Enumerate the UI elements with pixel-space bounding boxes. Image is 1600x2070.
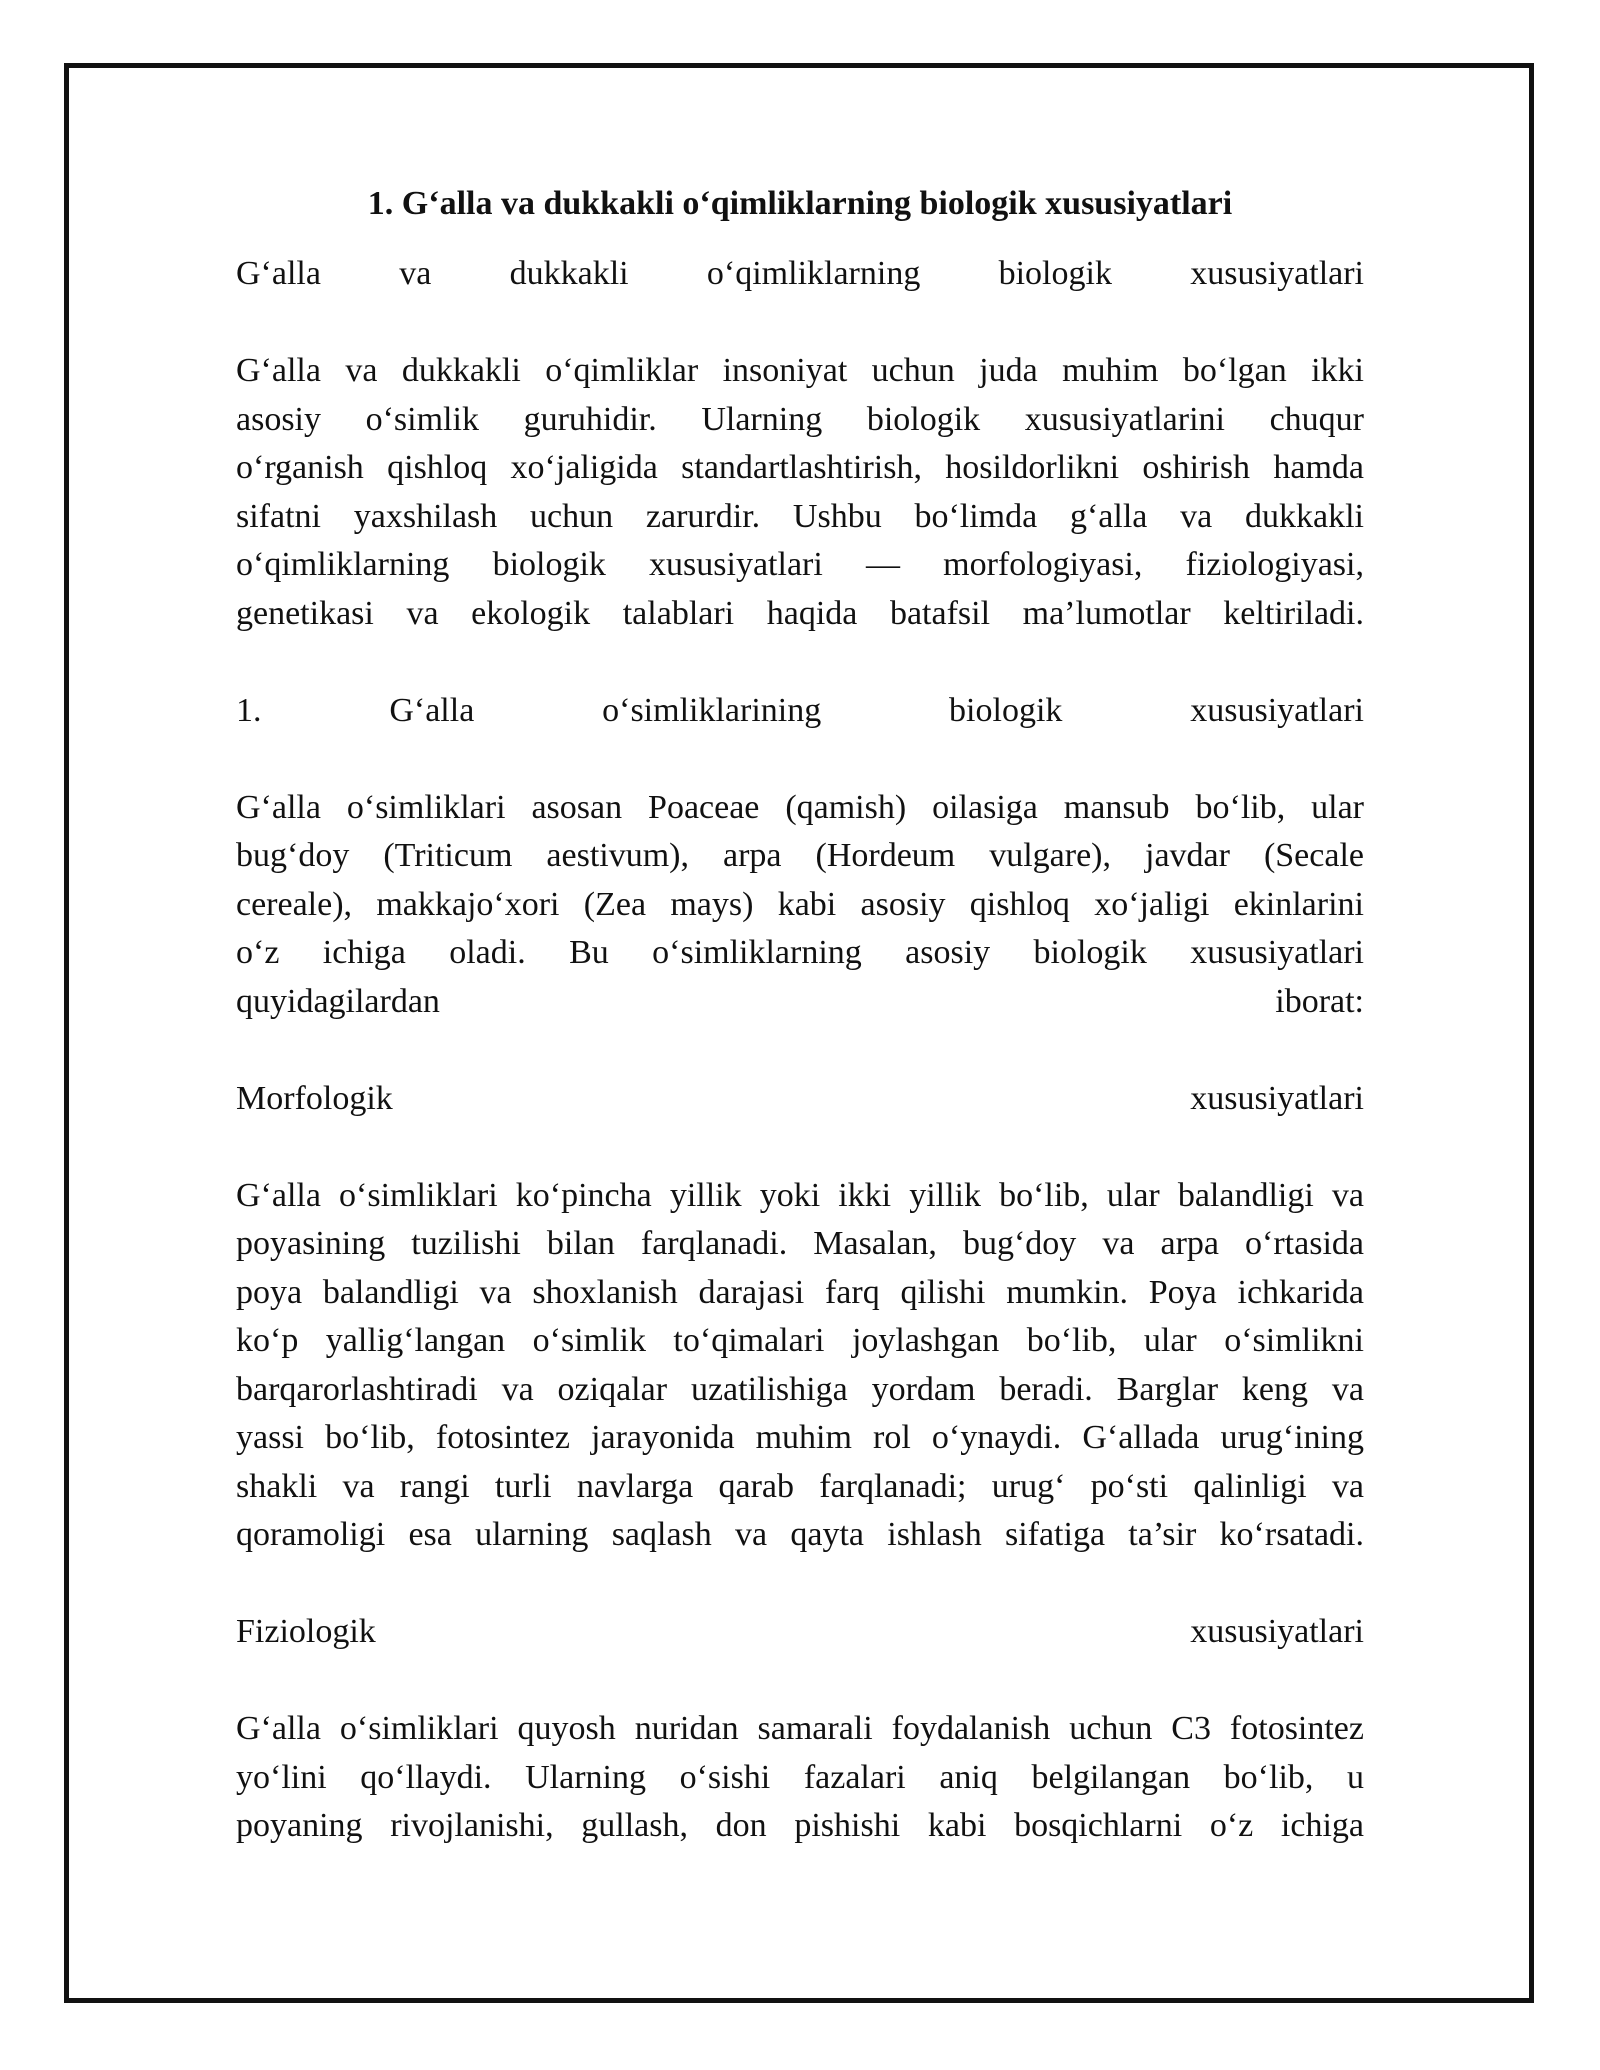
physiology-heading: Fiziologik xususiyatlari [236,1613,1364,1650]
document-title: 1. G‘alla va dukkakli o‘qimliklarning biologik xususiyatlari [367,185,1233,222]
paragraph-line: poya balandligi va shoxlanish darajasi farq qilishi mumkin. Poya ichkarida [236,1273,1364,1311]
paragraph-line: quyidagilardan iborat: [236,982,1364,1020]
paragraph-line: ko‘p yallig‘langan o‘simlik to‘qimalari joylashgan bo‘lib, ular o‘simlikni [236,1322,1364,1359]
paragraph-line: G‘alla o‘simliklari quyosh nuridan samarali foydalanish uchun C3 fotosintez [236,1710,1364,1747]
intro-paragraph [236,347,1364,638]
paragraph-line: cereale), makkajo‘xori (Zea mays) kabi asosiy qishloq xo‘jaligi ekinlarini [236,885,1364,923]
paragraph-line: genetikasi va ekologik talablari haqida batafsil ma’lumotlar keltiriladi. [236,594,1364,632]
morphology-heading: Morfologik xususiyatlari [236,1079,1364,1117]
paragraph-line: o‘qimliklarning biologik xususiyatlari — morfologiyasi, fiziologiyasi, [236,546,1364,583]
paragraph-line: o‘rganish qishloq xo‘jaligida standartlashtirish, hosildorlikni oshirish hamda [236,449,1364,486]
paragraph-line: yo‘lini qo‘llaydi. Ularning o‘sishi fazalari aniq belgilangan bo‘lib, u [236,1758,1364,1796]
paragraph-line: poyasining tuzilishi bilan farqlanadi. Masalan, bug‘doy va arpa o‘rtasida [236,1225,1364,1262]
paragraph-line: o‘z ichiga oladi. Bu o‘simliklarning asosiy biologik xususiyatlari [236,934,1364,971]
paragraph-line: poyaning rivojlanishi, gullash, don pishishi kabi bosqichlarni o‘z ichiga [236,1807,1364,1844]
physiology-paragraph [236,1705,1364,1851]
paragraph-line: sifatni yaxshilash uchun zarurdir. Ushbu bo‘limda g‘alla va dukkakli [236,497,1364,535]
paragraph-line: bug‘doy (Triticum aestivum), arpa (Hordeum vulgare), javdar (Secale [236,837,1364,874]
paragraph-line: G‘alla o‘simliklari ko‘pincha yillik yoki ikki yillik bo‘lib, ular balandligi va [236,1176,1364,1214]
section-heading: 1. G‘alla o‘simliklarining biologik xususiyatlari [236,691,1364,729]
paragraph-line: yassi bo‘lib, fotosintez jarayonida muhim rol o‘ynaydi. G‘allada urug‘ining [236,1419,1364,1456]
paragraph-line: G‘alla va dukkakli o‘qimliklar insoniyat uchun juda muhim bo‘lgan ikki [236,352,1364,389]
paragraph-line: qoramoligi esa ularning saqlash va qayta ishlash sifatiga ta’sir ko‘rsatadi. [236,1516,1364,1553]
paragraph-line: shakli va rangi turli navlarga qarab farqlanadi; urug‘ po‘sti qalinligi va [236,1467,1364,1505]
paragraph-line: G‘alla o‘simliklari asosan Poaceae (qamish) oilasiga mansub bo‘lib, ular [236,788,1364,826]
morphology-paragraph [236,1172,1364,1560]
document-body [236,180,1364,1851]
subtitle-line: G‘alla va dukkakli o‘qimliklarning biologik xususiyatlari [236,255,1364,292]
section1-paragraph [236,784,1364,1027]
paragraph-line: asosiy o‘simlik guruhidir. Ularning biologik xususiyatlarini chuqur [236,400,1364,438]
paragraph-line: barqarorlashtiradi va oziqalar uzatilishiga yordam beradi. Barglar keng va [236,1370,1364,1408]
